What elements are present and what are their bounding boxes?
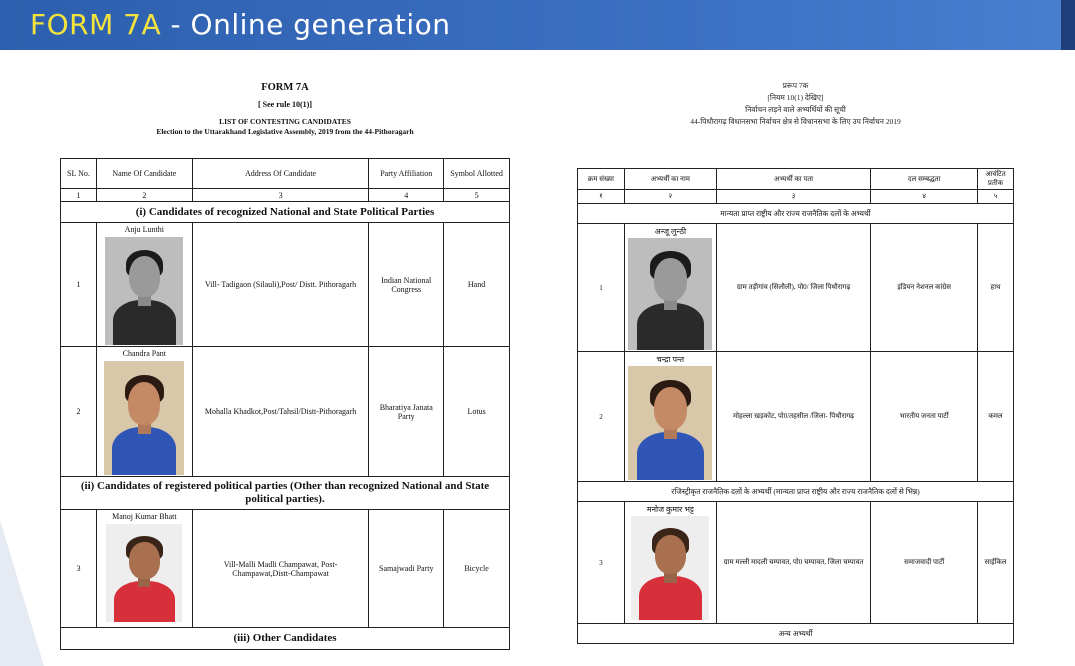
table-number-row <box>578 190 1014 204</box>
english-form <box>60 68 510 650</box>
form-subtitle-hindi: निर्वाचन लड़ने वाले अभ्यर्थियों की सूची <box>745 105 846 114</box>
table-row <box>61 347 510 477</box>
form-title: FORM 7A <box>261 82 309 93</box>
header-cell: क्रम संख्या <box>578 169 625 190</box>
table-header-row <box>578 169 1014 190</box>
photo-cell <box>624 502 716 624</box>
party-cell: Indian National Congress <box>369 223 444 347</box>
symbol-cell: Hand <box>444 223 510 347</box>
symbol-cell: साईकिल <box>978 502 1014 624</box>
party-cell: भारतीय जनता पार्टी <box>871 352 978 482</box>
form-election-line-hindi: 44-पिथौरागढ़ विधानसभा निर्वाचन क्षेत्र से विधानसभा के लिए उप निर्वाचन 2019 <box>690 117 901 126</box>
banner-title-rest: - Online generation <box>161 8 451 41</box>
number-cell: 2 <box>96 189 192 202</box>
number-cell: 4 <box>369 189 444 202</box>
serial-cell: 2 <box>61 347 97 477</box>
table-row <box>61 223 510 347</box>
symbol-cell: Lotus <box>444 347 510 477</box>
party-cell: इंडियन नेशनल कांग्रेस <box>871 224 978 352</box>
section-heading: (i) Candidates of recognized National and State Political Parties <box>61 202 510 223</box>
candidate-name: मनोज कुमार भट्ट <box>646 505 694 514</box>
serial-cell: 3 <box>578 502 625 624</box>
banner-edge-accent <box>1061 0 1075 50</box>
candidate-photo <box>628 366 712 480</box>
number-cell: २ <box>624 190 716 204</box>
table-header-row <box>61 159 510 189</box>
section-heading: (iii) Other Candidates <box>61 628 510 650</box>
form-title-hindi: प्ररूप 7क <box>782 81 809 90</box>
candidate-name: अन्जू लुन्ठी <box>654 227 687 236</box>
candidate-name: चन्द्रा पन्त <box>656 355 685 364</box>
photo-cell <box>624 352 716 482</box>
candidate-name: Anju Lunthi <box>124 225 165 234</box>
table-row <box>61 510 510 628</box>
address-cell: ग्राम तड़ीगांव (सिलौली), पो0/ जिला पिथौरागढ़ <box>716 224 870 352</box>
candidate-name: Manoj Kumar Bhatt <box>112 512 177 521</box>
page-banner <box>0 0 1075 50</box>
address-cell: मोहल्ला खड़कोट, पो0/तहसील /जिला- पिथौरागढ़ <box>716 352 870 482</box>
table-number-row <box>61 189 510 202</box>
form-election-line: Election to the Uttarakhand Legislative Assembly, 2019 from the 44-Pithoragarh <box>156 127 414 136</box>
form-subtitle: LIST OF CONTESTING CANDIDATES <box>219 117 351 126</box>
photo-cell <box>96 347 192 477</box>
banner-title-accent: FORM 7A <box>30 8 162 41</box>
party-cell: Bharatiya Janata Party <box>369 347 444 477</box>
symbol-cell: Bicycle <box>444 510 510 628</box>
photo-cell <box>96 510 192 628</box>
serial-cell: 2 <box>578 352 625 482</box>
symbol-cell: हाथ <box>978 224 1014 352</box>
header-cell: अभ्यर्थी का नाम <box>624 169 716 190</box>
number-cell: ४ <box>871 190 978 204</box>
address-cell: Mohalla Khadkot,Post/Tahsil/Distt-Pithoragarh <box>192 347 369 477</box>
number-cell: 3 <box>192 189 369 202</box>
table-row <box>578 502 1014 624</box>
form-rule-hindi: [नियम 10(1) देखिए] <box>767 93 824 102</box>
section-heading: अन्य अभ्यर्थी <box>578 624 1014 644</box>
candidates-table-english <box>60 158 510 650</box>
address-cell: Vill- Tadigaon (Silauli),Post/ Distt. Pithoragarh <box>192 223 369 347</box>
header-cell: Party Affiliation <box>369 159 444 189</box>
serial-cell: 1 <box>61 223 97 347</box>
background-corner-shape <box>0 520 44 666</box>
banner-title <box>30 8 451 41</box>
section-heading: रजिस्ट्रीकृत राजनैतिक दलों के अभ्यर्थी (मान्यता प्राप्त राष्ट्रीय और राज्य राजनैतिक दलों से भिन्न) <box>578 482 1014 502</box>
header-cell: दल सम्बद्धता <box>871 169 978 190</box>
hindi-form <box>577 68 1014 644</box>
photo-cell <box>96 223 192 347</box>
number-cell: 1 <box>61 189 97 202</box>
header-cell: आवंटित प्रतीक <box>978 169 1014 190</box>
candidate-photo <box>628 238 712 350</box>
candidate-name: Chandra Pant <box>122 349 166 358</box>
candidate-photo <box>631 516 709 620</box>
photo-cell <box>624 224 716 352</box>
candidate-photo <box>105 237 183 345</box>
party-cell: Samajwadi Party <box>369 510 444 628</box>
party-cell: समाजवादी पार्टी <box>871 502 978 624</box>
number-cell: 5 <box>444 189 510 202</box>
symbol-cell: कमल <box>978 352 1014 482</box>
header-cell: Symbol Allotted <box>444 159 510 189</box>
section-heading: मान्यता प्राप्त राष्ट्रीय और राज्य राजनैतिक दलों के अभ्यर्थी <box>578 204 1014 224</box>
serial-cell: 3 <box>61 510 97 628</box>
candidate-photo <box>106 524 182 622</box>
header-cell: Name Of Candidate <box>96 159 192 189</box>
address-cell: Vill-Malli Madli Champawat, Post-Champawat,Distt-Champawat <box>192 510 369 628</box>
header-cell: अभ्यर्थी का पता <box>716 169 870 190</box>
candidate-photo <box>104 361 184 475</box>
number-cell: ५ <box>978 190 1014 204</box>
serial-cell: 1 <box>578 224 625 352</box>
table-row <box>578 352 1014 482</box>
number-cell: १ <box>578 190 625 204</box>
header-cell: Address Of Candidate <box>192 159 369 189</box>
form-rule: [ See rule 10(1)] <box>258 100 312 109</box>
section-heading: (ii) Candidates of registered political parties (Other than recognized National and State political parties). <box>61 477 510 510</box>
candidates-table-hindi <box>577 168 1014 644</box>
number-cell: ३ <box>716 190 870 204</box>
table-row <box>578 224 1014 352</box>
address-cell: ग्राम मल्ली मादली चम्पावत, पो0 चम्पावत, जिला चम्पावत <box>716 502 870 624</box>
header-cell: SL No. <box>61 159 97 189</box>
